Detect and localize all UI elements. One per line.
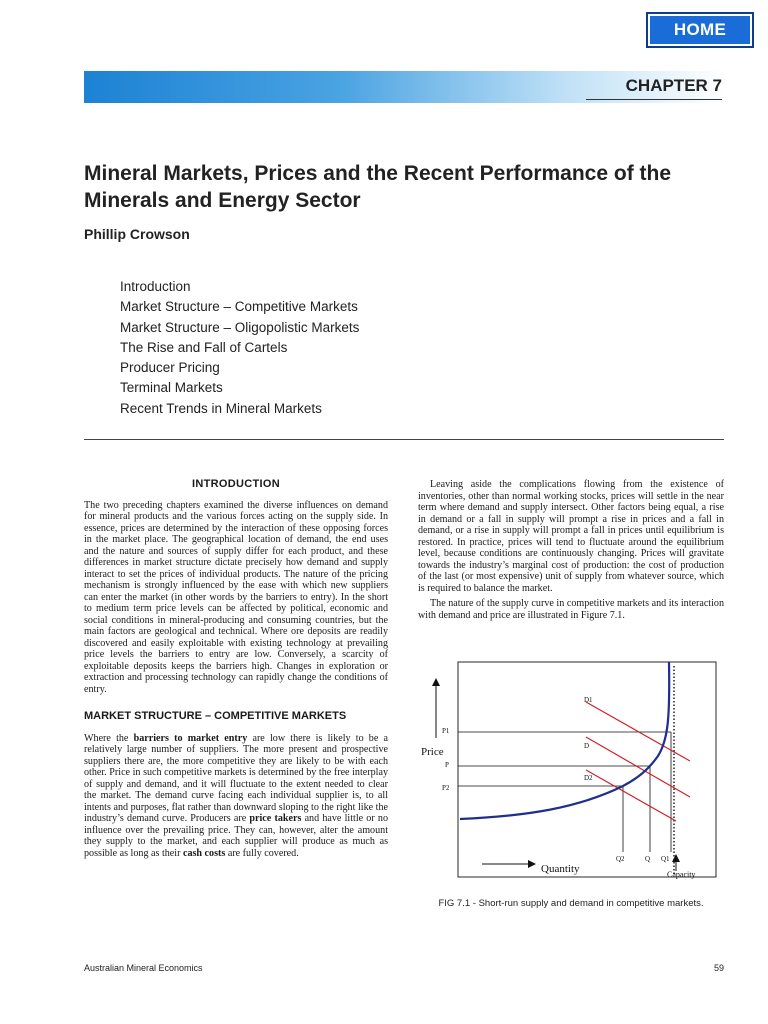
footer-publication: Australian Mineral Economics: [84, 963, 203, 973]
chapter-label: CHAPTER 7: [586, 76, 722, 100]
q1-label: Q1: [661, 855, 670, 863]
home-button[interactable]: [646, 12, 754, 48]
right-column: [418, 479, 724, 621]
bold-term: price takers: [249, 813, 302, 824]
supply-demand-diagram: [418, 658, 724, 888]
figure-caption: FIG 7.1 - Short-run supply and demand in competitive markets.: [438, 898, 704, 909]
q-label: Q: [645, 855, 651, 863]
d2-label: D2: [584, 774, 593, 782]
author-name: Phillip Crowson: [84, 226, 190, 242]
toc-item[interactable]: Recent Trends in Mineral Markets: [120, 400, 322, 416]
page-title: Mineral Markets, Prices and the Recent Performance of the Minerals and Energy Sector: [84, 162, 672, 212]
text-run: and have little or no influence over the prevailing price. They can, however, alter the amount they supply to the market, and each supplier will produce as much as possible as long as their: [84, 813, 389, 859]
toc-item[interactable]: Market Structure – Oligopolistic Markets: [120, 319, 360, 335]
plot-frame: [458, 662, 716, 877]
toc-item[interactable]: Market Structure – Competitive Markets: [120, 299, 358, 315]
supply-curve-paragraph: The nature of the supply curve in competitive markets and its interaction with demand and price are illustrated in Figure 7.1.: [418, 598, 724, 621]
d-label: D: [584, 742, 590, 750]
introduction-paragraph: The two preceding chapters examined the diverse influences on demand for mineral products and the various forces acting on the supply side. In essence, prices are determined by the interaction of these opposing forces in the market place. The geographical location of demand, the end uses and the nature and sources of supply differ for each product, and these differences in market structure dictate precisely how demand and supply interact to set the prices of individual products. The nature of the pricing mechanism is strongly influenced by the ease with which new suppliers can enter the market (in other words by the barriers to entry). In the short to medium term price levels can be affected by political, economic and social conditions in mineral-producing and consuming countries, but the main factors are geological and technical. Where ore deposits are readily discovered and easily exploitable with existing technology at prevailing price levels the barriers to entry are low. Conversely, a scarcity of exploitable deposits keeps the barriers high. Changes in exploration or extraction and processing technology can rapidly change the conditions of entry.: [84, 499, 388, 695]
chapter-contents: [120, 277, 359, 419]
text-run: Where the: [84, 732, 134, 744]
demand-curve-d1: [586, 702, 690, 761]
supply-curve: [460, 662, 669, 819]
toc-item[interactable]: Terminal Markets: [120, 380, 223, 396]
d1-label: D1: [584, 696, 593, 704]
left-column: [84, 479, 388, 859]
p1-label: P1: [442, 727, 450, 735]
home-button-label[interactable]: HOME: [650, 16, 750, 44]
competitive-markets-heading: MARKET STRUCTURE – COMPETITIVE MARKETS: [84, 710, 347, 722]
introduction-heading: INTRODUCTION: [192, 478, 280, 490]
bold-term: cash costs: [182, 847, 226, 859]
p-label: P: [445, 761, 449, 769]
toc-item[interactable]: Introduction: [120, 279, 191, 294]
toc-item[interactable]: Producer Pricing: [120, 360, 220, 376]
p2-label: P2: [442, 784, 450, 792]
toc-item[interactable]: The Rise and Fall of Cartels: [120, 339, 288, 355]
capacity-label: Capacity: [667, 870, 696, 879]
q2-label: Q2: [616, 855, 625, 863]
page-number: 59: [713, 963, 724, 973]
demand-curve-d: [586, 737, 690, 797]
bold-term: barriers to market entry: [133, 732, 248, 744]
section-divider: [84, 439, 724, 440]
figure-7-1: [418, 658, 724, 888]
price-axis-label: Price: [421, 746, 444, 758]
text-run: are low there is likely to be a relatively large number of suppliers. The more present and prospective suppliers there are, the more competitive they are likely to be with each other. Price in such competitive markets is determined by the free interplay of supply and demand, and it will fluctuate to the extent needed to clear the market. The demand curve facing each individual supplier is, to all intents and purposes, flat rather than downward sloping to the right like the industry’s demand curve. Producers are: [84, 732, 388, 824]
quantity-axis-label: Quantity: [541, 863, 580, 875]
competitive-markets-paragraph: [84, 733, 388, 860]
text-run: are fully covered.: [225, 847, 299, 859]
equilibrium-paragraph: Leaving aside the complications flowing from the existence of inventories, other than normal working stocks, prices will settle in the near term where demand and supply intersect. Other factors being equal, a rise in demand or a fall in supply will prompt a rise in prices and a fall in demand, or a rise in supply will prompt a fall in prices until equilibrium is restored. In practice, prices will tend to fluctuate around the equilibrium level, because conditions are continuously changing. Prices will gravitate towards the industry’s marginal cost of production: the cost of production of the last (or most expensive) unit of supply from whatever source, which is required to balance the market.: [418, 479, 724, 594]
